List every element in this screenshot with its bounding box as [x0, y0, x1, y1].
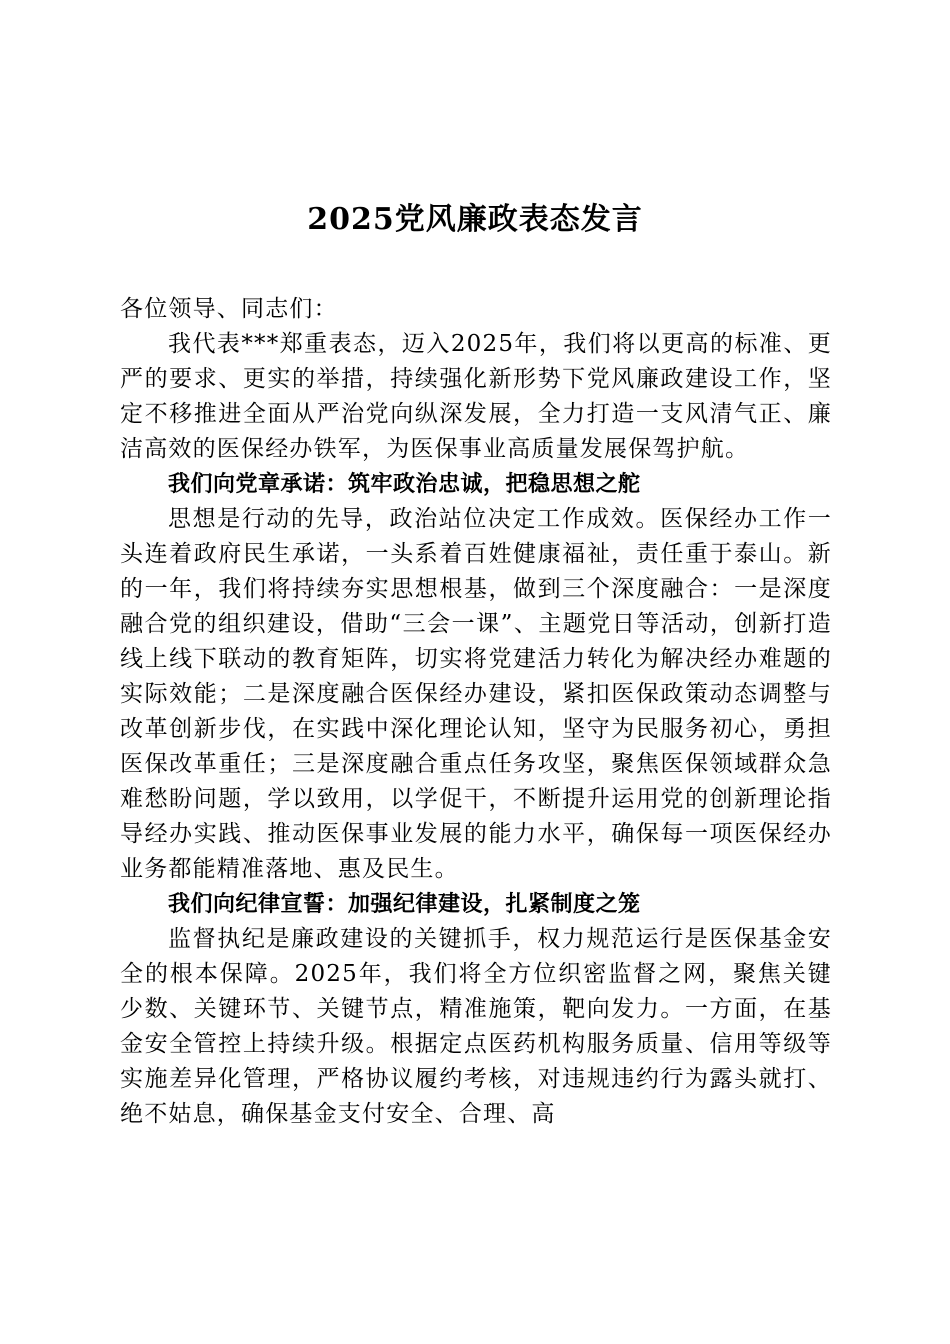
section-heading: 我们向纪律宣誓：加强纪律建设，扎紧制度之笼	[168, 892, 641, 917]
intro-paragraph: 我代表***郑重表态，迈入2025年，我们将以更高的标准、更严的要求、更实的举措，持续强化新形势下党风廉政建设工作，坚定不移推进全面从严治党向纵深发展，全力打造一支风清气正、廉洁高效的医保经办铁军，为医保事业高质量发展保驾护航。	[120, 331, 832, 462]
section-paragraph: 思想是行动的先导，政治站位决定工作成效。医保经办工作一头连着政府民生承诺，一头系着百姓健康福祉，责任重于泰山。新的一年，我们将持续夯实思想根基，做到三个深度融合：一是深度融合党的组织建设，借助“三会一课”、主题党日等活动，创新打造线上线下联动的教育矩阵，切实将党建活力转化为解决经办难题的实际效能；二是深度融合医保经办建设，紧扣医保政策动态调整与改革创新步伐，在实践中深化理论认知，坚守为民服务初心，勇担医保改革重任；三是深度融合重点任务攻坚，聚焦医保领域群众急难愁盼问题，学以致用，以学促干，不断提升运用党的创新理论指导经办实践、推动医保事业发展的能力水平，确保每一项医保经办业务都能精准落地、惠及民生。	[120, 506, 832, 882]
salutation: 各位领导、同志们：	[120, 296, 338, 322]
section-paragraph: 监督执纪是廉政建设的关键抓手，权力规范运行是医保基金安全的根本保障。2025年，我们将全方位织密监督之网，聚焦关键少数、关键环节、关键节点，精准施策，靶向发力。一方面，在基金安全管控上持续升级。根据定点医药机构服务质量、信用等级等实施差异化管理，严格协议履约考核，对违规违约行为露头就打、绝不姑息，确保基金支付安全、合理、高	[120, 926, 832, 1127]
document-title: 2025党风廉政表态发言	[307, 202, 643, 237]
section-heading: 我们向党章承诺：筑牢政治忠诚，把稳思想之舵	[168, 472, 641, 497]
document-body	[120, 292, 832, 1132]
